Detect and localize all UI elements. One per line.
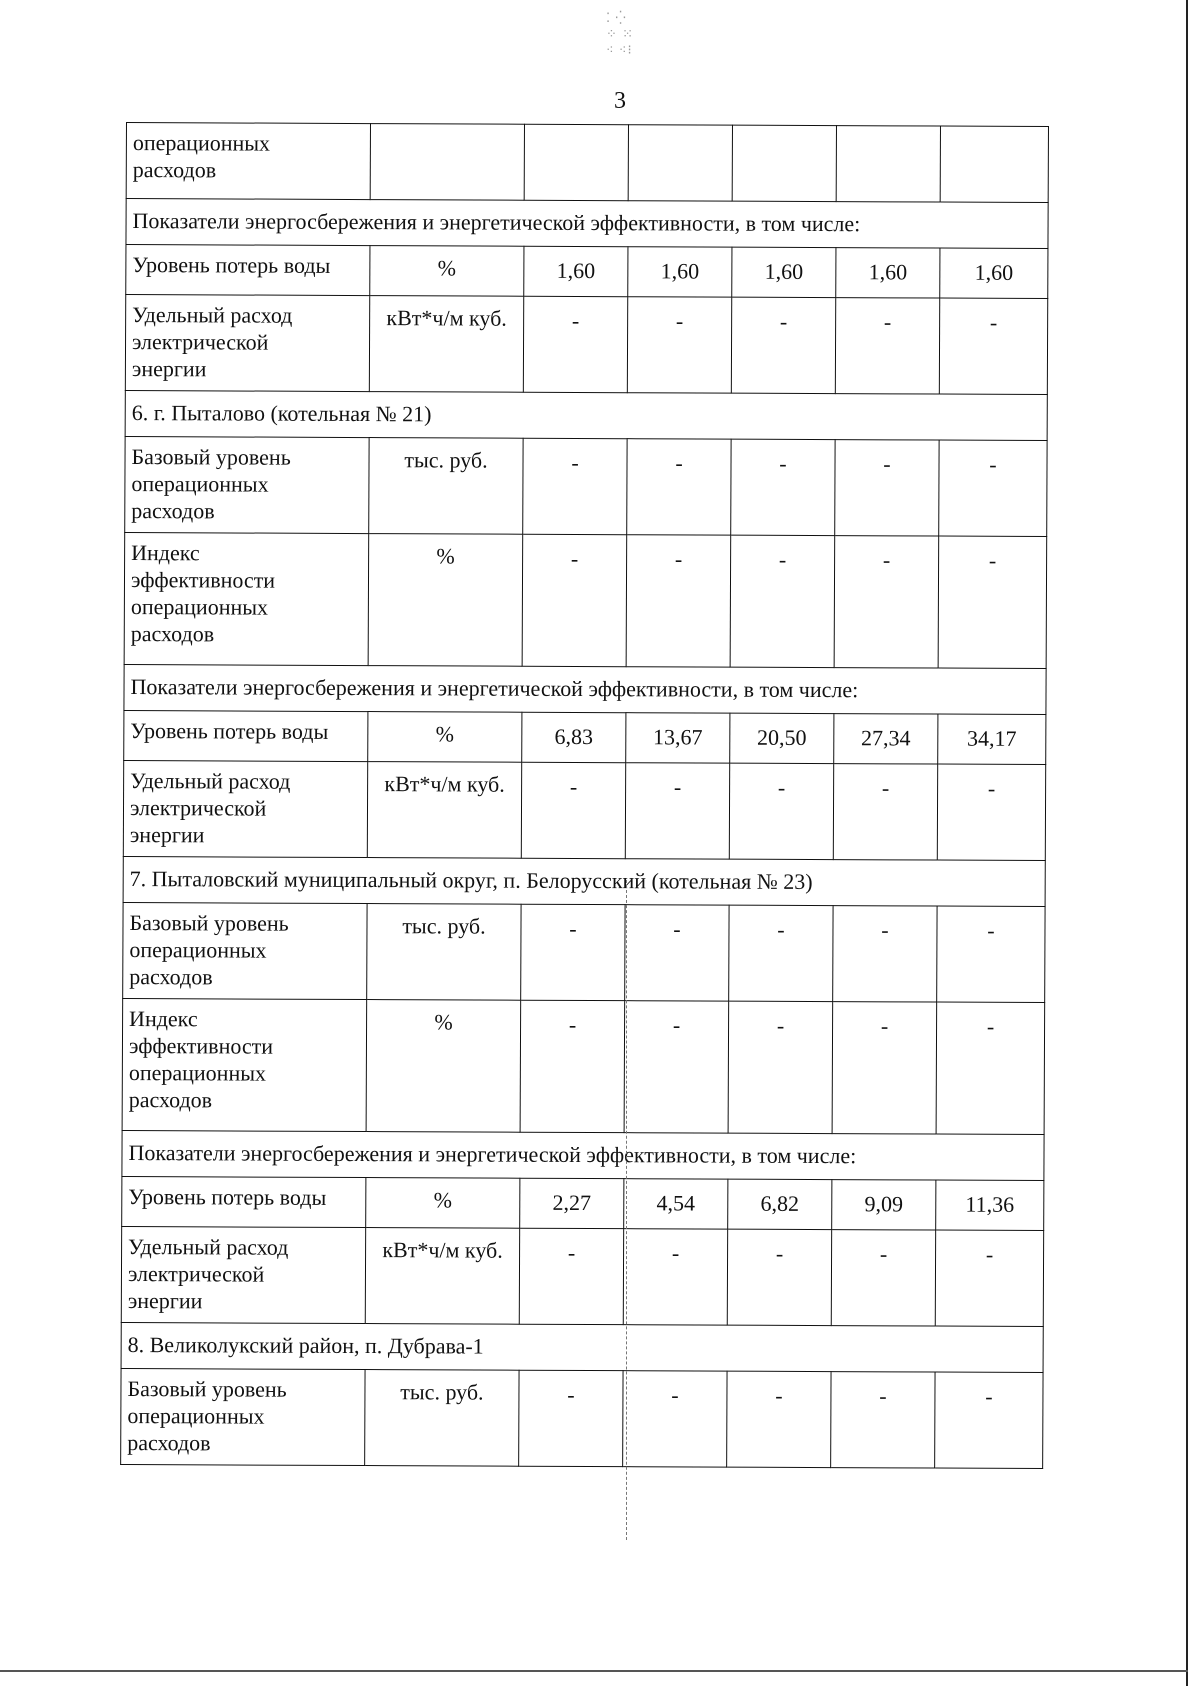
table-row [126,245,1048,299]
value-cell: 2,27 [520,1178,624,1228]
value-cell: - [519,1228,623,1324]
indicators-table-body [121,123,1049,1469]
indicator-unit: тыс. руб. [365,1370,519,1467]
value-cell: - [521,904,625,1000]
value-cell: 11,36 [936,1180,1044,1230]
indicator-unit: кВт*ч/м куб. [367,762,521,859]
value-cell: 1,60 [628,247,732,297]
table-row [122,998,1045,1134]
value-cell: - [731,439,835,535]
indicator-name: Удельный расход электрической энергии [121,1226,365,1323]
value-cell: - [730,535,835,667]
value-cell: - [625,763,729,859]
indicator-unit: % [368,712,522,763]
page-number: 3 [614,88,626,114]
indicator-unit: кВт*ч/м куб. [369,296,523,393]
value-cell: 34,17 [938,714,1046,764]
value-cell: - [523,296,627,392]
value-cell: 4,54 [624,1179,728,1229]
value-cell: - [831,1230,935,1326]
value-cell: - [520,1000,625,1132]
section-row [125,390,1047,440]
value-cell: - [522,534,627,666]
table-row [123,902,1045,1002]
page-edge-right [1186,0,1188,1686]
table-row [122,1176,1044,1230]
value-cell: - [623,1229,727,1325]
value-cell: - [731,297,835,393]
value-cell: 1,60 [732,247,836,297]
indicator-name: Базовый уровень операционных расходов [121,1368,365,1465]
table-row [121,1226,1043,1326]
value-cell: - [832,1002,937,1134]
page-edge-bottom [0,1670,1188,1672]
value-cell: - [939,440,1047,536]
indicator-unit: % [370,246,524,297]
value-cell: 27,34 [834,714,938,764]
section-title: 6. г. Пыталово (котельная № 21) [125,390,1047,440]
indicators-table [120,122,1049,1469]
value-cell [836,126,940,202]
value-cell: - [523,438,627,534]
table-row [124,532,1047,668]
section-title: 7. Пыталовский муниципальный округ, п. Белорусский (котельная № 23) [123,856,1045,906]
indicator-name: Базовый уровень операционных расходов [123,902,367,999]
indicator-name: Удельный расход электрической энергии [123,760,367,857]
value-cell: 1,60 [836,248,940,298]
value-cell: - [935,1372,1043,1468]
value-cell: 1,60 [524,246,628,296]
value-cell: - [521,762,625,858]
indicator-name: Базовый уровень операционных расходов [125,436,369,533]
value-cell: - [833,764,937,860]
section-row [121,1322,1043,1372]
value-cell: - [624,1001,729,1133]
value-cell [524,124,628,200]
value-cell [940,126,1048,202]
value-cell: - [835,440,939,536]
indicator-name: Уровень потерь воды [124,710,368,761]
value-cell: - [938,536,1047,668]
value-cell: - [727,1371,831,1467]
section-title: Показатели энергосбережения и энергетической эффективности, в том числе: [124,664,1046,714]
table-row [121,1368,1043,1468]
value-cell: - [623,1371,727,1467]
value-cell: - [627,297,731,393]
indicator-unit [370,124,524,201]
value-cell: 6,83 [522,712,626,762]
section-title: Показатели энергосбережения и энергетической эффективности, в том числе: [126,199,1048,249]
scan-stamp-artifact: ⁚ ⁛ ⁘ ⁙ ⁖ ⁖⁝ [606,10,635,57]
section-row [123,856,1045,906]
value-cell: - [939,298,1047,394]
value-cell: 6,82 [728,1179,832,1229]
value-cell: - [935,1230,1043,1326]
value-cell: 9,09 [832,1180,936,1230]
value-cell: - [729,905,833,1001]
value-cell: - [831,1372,935,1468]
value-cell: 13,67 [626,713,730,763]
value-cell: - [728,1001,833,1133]
section-row [126,199,1048,249]
value-cell: - [936,1002,1045,1134]
value-cell: - [937,906,1045,1002]
value-cell: 20,50 [730,713,834,763]
indicator-unit: тыс. руб. [369,438,523,535]
value-cell: - [519,1370,623,1466]
indicator-unit: % [366,1178,520,1229]
table-row [123,760,1045,860]
indicator-name: Индекс эффективности операционных расходов [122,998,367,1131]
value-cell: - [626,535,731,667]
indicator-name: операционных расходов [126,123,370,200]
value-cell: - [937,764,1045,860]
indicator-unit: % [368,534,523,667]
indicator-name: Уровень потерь воды [122,1176,366,1227]
section-row [122,1130,1044,1180]
indicator-unit: тыс. руб. [367,904,521,1001]
table-row [125,436,1047,536]
section-title: 8. Великолукский район, п. Дубрава-1 [121,1322,1043,1372]
section-title: Показатели энергосбережения и энергетической эффективности, в том числе: [122,1130,1044,1180]
value-cell: - [729,763,833,859]
scan-fold-line [626,880,627,1540]
table-row [124,710,1046,764]
indicator-unit: кВт*ч/м куб. [365,1228,519,1325]
value-cell: - [625,905,729,1001]
indicator-unit: % [366,1000,521,1133]
value-cell: - [627,439,731,535]
value-cell: - [833,906,937,1002]
indicator-name: Индекс эффективности операционных расходов [124,532,369,665]
value-cell: 1,60 [940,248,1048,298]
table-row [126,123,1048,203]
section-row [124,664,1046,714]
value-cell: - [727,1229,831,1325]
value-cell [732,125,836,201]
value-cell [628,125,732,201]
value-cell: - [835,298,939,394]
table-row [125,295,1047,395]
value-cell: - [834,536,939,668]
indicator-name: Уровень потерь воды [126,245,370,296]
indicator-name: Удельный расход электрической энергии [125,295,369,392]
